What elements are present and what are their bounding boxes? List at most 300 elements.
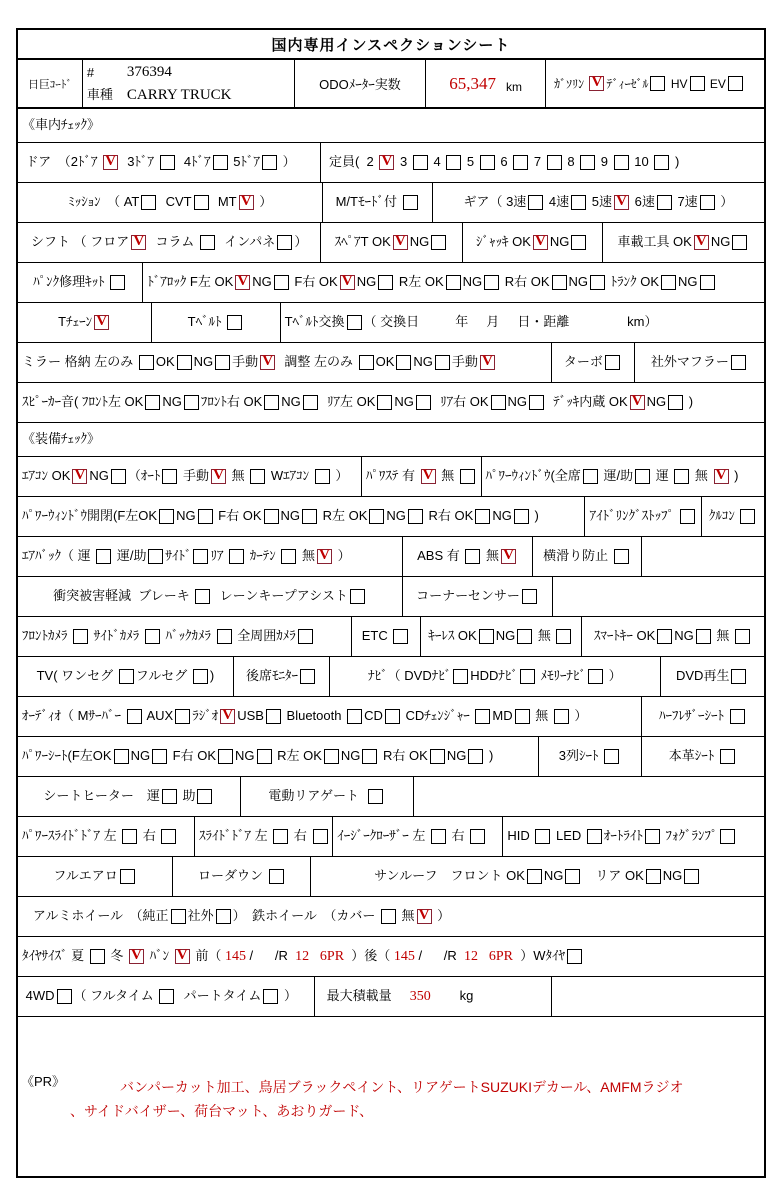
checkbox-leather-seat[interactable]: [720, 749, 735, 764]
checkbox-tools-ng[interactable]: [732, 235, 747, 250]
checkbox-lowdown[interactable]: [269, 869, 284, 884]
checkbox-turbo[interactable]: [605, 355, 620, 370]
checkbox-easy-closer-left[interactable]: [431, 829, 446, 844]
cell-muffler: [635, 343, 764, 382]
checkbox-pseat-fr-ok[interactable]: [218, 749, 233, 764]
checkbox-doorlock-fl-ok-checked[interactable]: [235, 275, 250, 290]
checkbox-pw-none-checked[interactable]: [714, 469, 729, 484]
checkbox-corner-sensor[interactable]: [522, 589, 537, 604]
model-label: 車種: [86, 87, 113, 102]
checkbox-aircon-none[interactable]: [250, 469, 265, 484]
label: 10: [630, 154, 653, 170]
label: ギア（ 3速: [463, 194, 527, 210]
label: CD: [364, 708, 383, 724]
checkbox-pwop-rr-ok[interactable]: [475, 509, 490, 524]
checkbox-pw-front[interactable]: [635, 469, 650, 484]
checkbox-slide-left[interactable]: [273, 829, 288, 844]
checkbox-seat-heater-passenger[interactable]: [197, 789, 212, 804]
checkbox-gasoline-checked[interactable]: [589, 76, 604, 91]
checkbox-bluetooth[interactable]: [347, 709, 362, 724]
checkbox-collision-brake[interactable]: [195, 589, 210, 604]
checkbox-mirror-fold-ng[interactable]: [215, 355, 230, 370]
row-tire-size: [18, 937, 764, 977]
label: インパネ: [216, 234, 276, 250]
label: NG: [549, 234, 570, 250]
checkbox-aircon-manual-checked[interactable]: [211, 469, 226, 484]
checkbox-hdd-navi[interactable]: [520, 669, 535, 684]
checkbox-sunroof-front-ng[interactable]: [565, 869, 580, 884]
section-interior-label: [18, 109, 764, 142]
label: NG: [356, 274, 377, 290]
row-airbag-abs: [18, 537, 764, 577]
checkbox-auto-light[interactable]: [645, 829, 660, 844]
label: NG: [193, 354, 214, 370]
label: TV( ワンセグ: [36, 668, 117, 684]
checkbox-fulltime[interactable]: [159, 989, 174, 1004]
label: EV: [706, 76, 726, 91]
checkbox-speaker-deck-ng[interactable]: [668, 395, 683, 410]
label: 車載工具 OK: [617, 234, 692, 250]
cell-rear-monitor: [234, 657, 330, 696]
checkbox-capacity-2-checked[interactable]: [379, 155, 394, 170]
checkbox-hv[interactable]: [690, 76, 705, 91]
checkbox-airbag-rear[interactable]: [229, 549, 244, 564]
label: 《車内ﾁｪｯｸ》: [22, 117, 101, 133]
checkbox-capacity-3[interactable]: [413, 155, 428, 170]
checkbox-pw-driver[interactable]: [674, 469, 689, 484]
checkbox-speaker-rr-ok[interactable]: [491, 395, 506, 410]
label: 3列ｼｰﾄ: [558, 748, 603, 764]
cell-power-steering: [362, 457, 481, 496]
label: 冬: [106, 948, 127, 964]
pr-line: バンパーカット加工、鳥居ブラックペイント、リアゲートSUZUKIデカール、AMFMラジオ: [120, 1078, 684, 1095]
checkbox-music-server[interactable]: [127, 709, 142, 724]
checkbox-ps-yes-checked[interactable]: [421, 469, 436, 484]
checkbox-mt-mode[interactable]: [403, 195, 418, 210]
checkbox-gear-5-checked[interactable]: [614, 195, 629, 210]
checkbox-capacity-7[interactable]: [547, 155, 562, 170]
label: 無: [534, 628, 555, 644]
checkbox-alloy-oem[interactable]: [171, 909, 186, 924]
label: NG: [413, 354, 433, 370]
checkbox-pseat-rl-ng[interactable]: [362, 749, 377, 764]
checkbox-idling-stop[interactable]: [680, 509, 695, 524]
cell-sunroof: [311, 857, 764, 896]
checkbox-gear-4[interactable]: [571, 195, 586, 210]
label: ﾐｯｼｮﾝ （ AT: [68, 194, 140, 210]
cell-empty: [553, 577, 764, 616]
label: ）: [278, 154, 296, 170]
checkbox-oneseg[interactable]: [119, 669, 134, 684]
checkbox-capacity-8[interactable]: [580, 155, 595, 170]
checkbox-around-camera[interactable]: [298, 629, 313, 644]
checkbox-led[interactable]: [587, 829, 602, 844]
checkbox-steel-no-cover-checked[interactable]: [417, 909, 432, 924]
checkbox-sunroof-front-ok[interactable]: [527, 869, 542, 884]
checkbox-capacity-5[interactable]: [480, 155, 495, 170]
checkbox-doorlock-rl-ng[interactable]: [484, 275, 499, 290]
label: 手動: [179, 468, 210, 484]
label: 4: [429, 154, 445, 170]
checkbox-power-slide-left[interactable]: [122, 829, 137, 844]
checkbox-speaker-fl-ng[interactable]: [184, 395, 199, 410]
checkbox-dvd-play[interactable]: [731, 669, 746, 684]
label: kg: [430, 988, 474, 1004]
checkbox-4wd[interactable]: [57, 989, 72, 1004]
checkbox-mirror-adjust-manual-checked[interactable]: [480, 355, 495, 370]
label: ﾌﾛﾝﾄｶﾒﾗ: [22, 628, 72, 644]
checkbox-w-aircon[interactable]: [315, 469, 330, 484]
checkbox-3door[interactable]: [160, 155, 175, 170]
checkbox-fullseg[interactable]: [193, 669, 208, 684]
checkbox-shift-floor-checked[interactable]: [131, 235, 146, 250]
checkbox-diesel[interactable]: [650, 76, 665, 91]
checkbox-parttime[interactable]: [263, 989, 278, 1004]
checkbox-capacity-4[interactable]: [446, 155, 461, 170]
row-aircon-ps-pw: [18, 457, 764, 497]
checkbox-seat-heater-driver[interactable]: [162, 789, 177, 804]
cell-keyless: [421, 617, 582, 656]
checkbox-aircon-auto[interactable]: [162, 469, 177, 484]
checkbox-lane-keep[interactable]: [350, 589, 365, 604]
label: NG: [568, 274, 589, 290]
label: ）: [570, 708, 588, 724]
checkbox-speaker-fr-ng[interactable]: [303, 395, 318, 410]
checkbox-pwop-rl-ok[interactable]: [369, 509, 384, 524]
label: HDDﾅﾋﾞ: [470, 668, 518, 684]
vehicle-id-cell: [83, 60, 295, 107]
label: ﾃﾞｨｰｾﾞﾙ: [606, 77, 649, 91]
checkbox-jack-ng[interactable]: [571, 235, 586, 250]
checkbox-audio-none[interactable]: [554, 709, 569, 724]
label: ﾃﾞｯｷ内蔵 OK: [546, 394, 628, 410]
checkbox-alloy-aftermarket[interactable]: [216, 909, 231, 924]
cell-half-leather: [642, 697, 764, 736]
checkbox-pseat-fl-ng[interactable]: [152, 749, 167, 764]
checkbox-ps-no[interactable]: [460, 469, 475, 484]
checkbox-pseat-rr-ng[interactable]: [468, 749, 483, 764]
fuel-label: ｶﾞｿﾘﾝ: [554, 77, 588, 91]
checkbox-mirror-adjust-leftonly[interactable]: [359, 355, 374, 370]
checkbox-tire-van-checked[interactable]: [175, 949, 190, 964]
checkbox-full-aero[interactable]: [120, 869, 135, 884]
checkbox-smartkey-ng[interactable]: [696, 629, 711, 644]
label: NG: [492, 508, 512, 524]
label: NG: [252, 274, 272, 290]
checkbox-sparet-ng[interactable]: [431, 235, 446, 250]
label: CVT: [158, 194, 192, 210]
checkbox-airbag-side[interactable]: [193, 549, 208, 564]
checkbox-stability-control[interactable]: [614, 549, 629, 564]
section-equipment-check: [18, 423, 764, 457]
label: 無: [228, 468, 249, 484]
checkbox-rear-monitor[interactable]: [300, 669, 315, 684]
checkbox-pw-all[interactable]: [583, 469, 598, 484]
checkbox-shift-column[interactable]: [200, 235, 215, 250]
label: 右: [290, 828, 311, 844]
checkbox-md[interactable]: [515, 709, 530, 724]
checkbox-airbag-none-checked[interactable]: [317, 549, 332, 564]
row-audio: [18, 697, 764, 737]
checkbox-pwop-fr-ng[interactable]: [302, 509, 317, 524]
cell-smartkey: [582, 617, 764, 656]
checkbox-usb[interactable]: [266, 709, 281, 724]
checkbox-shift-inpane[interactable]: [277, 235, 292, 250]
checkbox-front-camera[interactable]: [73, 629, 88, 644]
checkbox-4door[interactable]: [213, 155, 228, 170]
checkbox-half-leather-seat[interactable]: [730, 709, 745, 724]
checkbox-mirror-fold-leftonly[interactable]: [139, 355, 154, 370]
checkbox-pseat-rr-ok[interactable]: [430, 749, 445, 764]
label: / /R: [245, 948, 296, 964]
label: ): [685, 394, 694, 410]
label: ）: [433, 908, 451, 924]
checkbox-tire-winter-checked[interactable]: [129, 949, 144, 964]
checkbox-gear-7[interactable]: [700, 195, 715, 210]
checkbox-doorlock-rl-ok[interactable]: [446, 275, 461, 290]
label: 3: [396, 154, 411, 170]
checkbox-pwop-rr-ng[interactable]: [514, 509, 529, 524]
checkbox-doorlock-trunk-ng[interactable]: [700, 275, 715, 290]
cell-4wd: [18, 977, 315, 1016]
checkbox-ev[interactable]: [728, 76, 743, 91]
label: レーンキープアシスト: [212, 588, 348, 604]
checkbox-tire-summer[interactable]: [90, 949, 105, 964]
checkbox-sunroof-rear-ng[interactable]: [684, 869, 699, 884]
checkbox-cruise-control[interactable]: [740, 509, 755, 524]
label: 無: [691, 468, 712, 484]
checkbox-puncture-kit[interactable]: [110, 275, 125, 290]
cell-power-slide-door: [18, 817, 195, 856]
checkbox-pwop-fl-ng[interactable]: [198, 509, 213, 524]
checkbox-doorlock-fr-ng[interactable]: [378, 275, 393, 290]
label: NG: [394, 394, 414, 410]
row-camera-etc-key: [18, 617, 764, 657]
label: NG: [162, 394, 182, 410]
checkbox-airbag-driver[interactable]: [96, 549, 111, 564]
checkbox-pwop-fr-ok[interactable]: [264, 509, 279, 524]
checkbox-radio-checked[interactable]: [220, 709, 235, 724]
checkbox-speaker-fr-ok[interactable]: [264, 395, 279, 410]
label: ｵｰﾄﾗｲﾄ: [603, 828, 643, 844]
checkbox-cd[interactable]: [385, 709, 400, 724]
tire-front-ply: 6PR: [319, 948, 345, 964]
label: HID: [507, 828, 534, 844]
checkbox-dvd-navi[interactable]: [453, 669, 468, 684]
checkbox-timing-belt-replaced[interactable]: [347, 315, 362, 330]
label: ）: [294, 234, 308, 250]
cell-shift: [18, 223, 321, 262]
cell-spare-tire: [321, 223, 462, 262]
tire-front-rim: 12: [295, 948, 310, 964]
label: ﾄﾞｱﾛｯｸ F左 OK: [147, 274, 234, 290]
checkbox-doorlock-trunk-ok[interactable]: [661, 275, 676, 290]
checkbox-at[interactable]: [141, 195, 156, 210]
tire-rear-ply: 6PR: [488, 948, 513, 964]
row-mission-gear: [18, 183, 764, 223]
number-label: #: [86, 64, 95, 80]
checkbox-mirror-adjust-ok[interactable]: [396, 355, 411, 370]
cell-etc: [352, 617, 421, 656]
checkbox-tools-ok-checked[interactable]: [694, 235, 709, 250]
checkbox-aux[interactable]: [175, 709, 190, 724]
label: NG: [543, 868, 564, 884]
cell-tbelt-replace: [281, 303, 764, 342]
label: 3ﾄﾞｱ: [120, 154, 158, 170]
checkbox-side-camera[interactable]: [145, 629, 160, 644]
cell-empty: [642, 537, 764, 576]
label: NG: [340, 748, 361, 764]
checkbox-pwop-rl-ng[interactable]: [408, 509, 423, 524]
checkbox-speaker-deck-ok-checked[interactable]: [630, 395, 645, 410]
checkbox-aircon-ok-checked[interactable]: [72, 469, 87, 484]
checkbox-slide-right[interactable]: [313, 829, 328, 844]
cell-turbo: [552, 343, 635, 382]
label: NG: [89, 468, 109, 484]
checkbox-capacity-10[interactable]: [654, 155, 669, 170]
checkbox-pseat-rl-ok[interactable]: [324, 749, 339, 764]
tire-rear-width: 145: [393, 948, 415, 964]
checkbox-etc[interactable]: [393, 629, 408, 644]
cell-stability: [533, 537, 641, 576]
checkbox-5door[interactable]: [262, 155, 277, 170]
checkbox-speaker-rl-ok[interactable]: [377, 395, 392, 410]
checkbox-back-camera[interactable]: [217, 629, 232, 644]
label: 5: [463, 154, 478, 170]
label: ｶｰﾃﾝ: [246, 548, 280, 564]
checkbox-mirror-fold-manual-checked[interactable]: [260, 355, 275, 370]
label: ）: [255, 194, 273, 210]
checkbox-mirror-fold-ok[interactable]: [177, 355, 192, 370]
label: ﾗｼﾞｵ: [192, 708, 219, 724]
checkbox-keyless-none[interactable]: [556, 629, 571, 644]
cell-cruise-control: [702, 497, 764, 536]
checkbox-sparet-ok-checked[interactable]: [393, 235, 408, 250]
checkbox-cd-changer[interactable]: [475, 709, 490, 724]
checkbox-2door-checked[interactable]: [103, 155, 118, 170]
label: 4ﾄﾞｱ: [176, 154, 211, 170]
row-puncture-doorlock: [18, 263, 764, 303]
label: 6: [496, 154, 512, 170]
checkbox-steel-cover[interactable]: [381, 909, 396, 924]
label: 後席ﾓﾆﾀｰ: [246, 668, 299, 684]
label: 本革ｼｰﾄ: [668, 748, 718, 764]
checkbox-speaker-rl-ng[interactable]: [416, 395, 431, 410]
checkbox-power-slide-right[interactable]: [161, 829, 176, 844]
row-4wd-load: [18, 977, 764, 1017]
label: 手動: [232, 354, 259, 370]
label: OK: [375, 354, 395, 370]
label: 手動: [451, 354, 478, 370]
label: ）: [333, 548, 351, 564]
checkbox-pwop-fl-ok[interactable]: [159, 509, 174, 524]
checkbox-doorlock-rr-ng[interactable]: [590, 275, 605, 290]
label: R右 OK: [501, 274, 550, 290]
cell-dvd-play: [661, 657, 764, 696]
label: R左 OK: [395, 274, 444, 290]
label: シフト （ フロア: [31, 234, 130, 250]
label: サンルーフ フロント OK: [374, 868, 525, 884]
checkbox-gear-3[interactable]: [528, 195, 543, 210]
checkbox-pseat-fr-ng[interactable]: [257, 749, 272, 764]
label: 電動リアゲート: [268, 788, 367, 804]
label: コーナーセンサー: [416, 588, 520, 604]
cell-gear: [433, 183, 764, 222]
label: ｷｰﾚｽ OK: [428, 628, 477, 644]
checkbox-mt-checked[interactable]: [239, 195, 254, 210]
label: 運/助: [599, 468, 634, 484]
label: ): [730, 468, 739, 484]
cell-empty: [414, 777, 764, 816]
checkbox-hid[interactable]: [535, 829, 550, 844]
checkbox-mirror-adjust-ng[interactable]: [435, 355, 450, 370]
label: 衝突被害軽減 ブレーキ: [53, 588, 194, 604]
checkbox-w-tire[interactable]: [567, 949, 582, 964]
label: コラム: [148, 234, 198, 250]
checkbox-abs-no-checked[interactable]: [501, 549, 516, 564]
label: Bluetooth: [282, 708, 346, 724]
checkbox-timing-chain-checked[interactable]: [94, 315, 109, 330]
checkbox-airbag-front[interactable]: [148, 549, 163, 564]
pr-text: [70, 1076, 684, 1173]
label: F右 OK: [169, 748, 217, 764]
label: [478, 949, 489, 963]
checkbox-memory-navi[interactable]: [588, 669, 603, 684]
checkbox-capacity-9[interactable]: [614, 155, 629, 170]
checkbox-fog-lamp[interactable]: [720, 829, 735, 844]
label: パートタイム: [176, 988, 262, 1004]
label: Wｴｱｺﾝ: [267, 468, 313, 484]
checkbox-capacity-6[interactable]: [513, 155, 528, 170]
checkbox-airbag-curtain[interactable]: [281, 549, 296, 564]
checkbox-pseat-fl-ok[interactable]: [114, 749, 129, 764]
checkbox-smartkey-ok[interactable]: [657, 629, 672, 644]
checkbox-cvt[interactable]: [194, 195, 209, 210]
checkbox-speaker-fl-ok[interactable]: [145, 395, 160, 410]
checkbox-speaker-rr-ng[interactable]: [529, 395, 544, 410]
checkbox-easy-closer-right[interactable]: [470, 829, 485, 844]
label: 4WD: [22, 988, 55, 1004]
checkbox-doorlock-fl-ng[interactable]: [274, 275, 289, 290]
checkbox-power-tailgate[interactable]: [368, 789, 383, 804]
checkbox-gear-6[interactable]: [657, 195, 672, 210]
checkbox-keyless-ng[interactable]: [517, 629, 532, 644]
checkbox-doorlock-fr-ok-checked[interactable]: [340, 275, 355, 290]
checkbox-keyless-ok[interactable]: [479, 629, 494, 644]
checkbox-abs-yes[interactable]: [465, 549, 480, 564]
checkbox-timing-belt[interactable]: [227, 315, 242, 330]
checkbox-doorlock-rr-ok[interactable]: [552, 275, 567, 290]
label: ミラー 格納 左のみ: [22, 354, 137, 370]
label: NG: [409, 234, 430, 250]
label: NG: [662, 868, 683, 884]
row-seat-heater: [18, 777, 764, 817]
checkbox-jack-ok-checked[interactable]: [533, 235, 548, 250]
model-value: CARRY TRUCK: [126, 86, 232, 103]
label: OK: [155, 354, 175, 370]
label: NG: [235, 748, 255, 764]
label: 《装備ﾁｪｯｸ》: [22, 431, 101, 447]
row-mirror-turbo: [18, 343, 764, 383]
checkbox-smartkey-none[interactable]: [735, 629, 750, 644]
label: NG: [386, 508, 406, 524]
checkbox-sunroof-rear-ok[interactable]: [646, 869, 661, 884]
checkbox-3row-seat[interactable]: [604, 749, 619, 764]
checkbox-aftermarket-muffler[interactable]: [731, 355, 746, 370]
checkbox-aircon-ng[interactable]: [111, 469, 126, 484]
fuel-type-cell: [546, 60, 764, 107]
label: （ 交換日 年 月 日・距離 km）: [363, 314, 658, 330]
